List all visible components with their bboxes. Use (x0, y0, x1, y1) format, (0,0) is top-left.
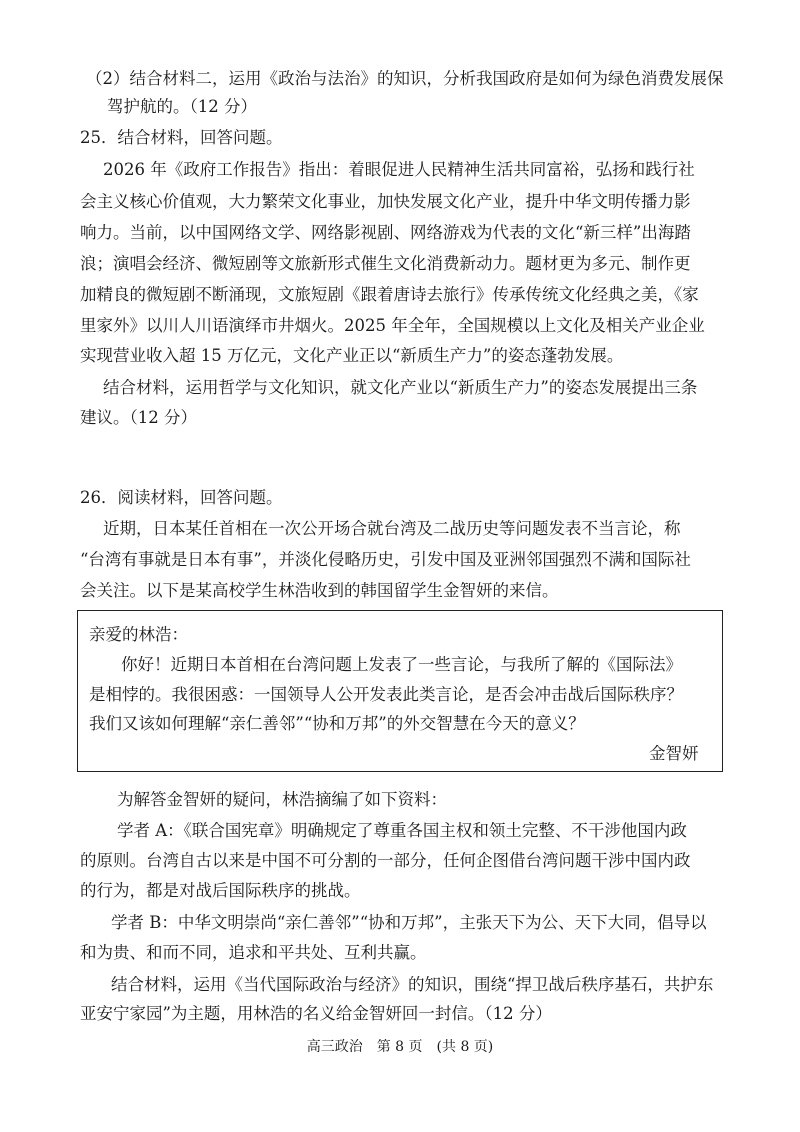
q26-intro-line: “台湾有事就是日本有事”，并淡化侵略历史，引发中国及亚洲邻国强烈不满和国际社 (80, 550, 691, 569)
q25-heading: 25．结合材料，回答问题。 (80, 128, 283, 147)
letter-body-line: 是相悖的。我很困惑：一国领导人公开发表此类言论，是否会冲击战后国际秩序？ (89, 685, 683, 704)
q25-question-line: 建议。（12 分） (80, 408, 197, 427)
q25-material-line: 会主义核心价值观，大力繁荣文化事业，加快发展文化产业，提升中华文明传播力影 (80, 192, 691, 211)
q25-material-line: 2026 年《政府工作报告》指出：着眼促进人民精神生活共同富裕，弘扬和践行社 (103, 160, 695, 179)
q26-question-line: 亚安宁家园”为主题，用林浩的名义给金智妍回一封信。（12 分） (80, 1004, 552, 1023)
q26-lead: 为解答金智妍的疑问，林浩摘编了如下资料： (117, 790, 447, 809)
q26-question-line: 结合材料，运用《当代国际政治与经济》的知识，围绕“捍卫战后秩序基石，共护东 (111, 975, 714, 994)
q24-part2-line1: （2）结合材料二，运用《政治与法治》的知识，分析我国政府是如何为绿色消费发展保 (86, 69, 724, 88)
letter-salutation: 亲爱的林浩： (89, 625, 188, 644)
letter-body-line: 我们又该如何理解“亲仁善邻”“协和万邦”的外交智慧在今天的意义？ (89, 714, 585, 733)
scholar-a-line: 的原则。台湾自古以来是中国不可分割的一部分，任何企图借台湾问题干涉中国内政 (80, 851, 691, 870)
q25-material-line: 里家外》以川人川语演绎市井烟火。2025 年全年，全国规模以上文化及相关产业企业 (80, 316, 705, 335)
scholar-a-line: 的行为，都是对战后国际秩序的挑战。 (80, 881, 361, 900)
letter-body-line: 你好！近期日本首相在台湾问题上发表了一些言论，与我所了解的《国际法》 (121, 655, 682, 674)
q25-material-line: 浪；演唱会经济、微短剧等文旅新形式催生文化消费新动力。题材更为多元、制作更 (80, 254, 691, 273)
scholar-a-line: 学者 A：《联合国宪章》明确规定了尊重各国主权和领土完整、不干涉他国内政 (117, 821, 687, 840)
q26-intro-line: 近期，日本某任首相在一次公开场合就台湾及二战历史等问题发表不当言论，称 (103, 519, 681, 538)
q26-intro-line: 会关注。以下是某高校学生林浩收到的韩国留学生金智妍的来信。 (80, 581, 559, 600)
q24-part2-line2: 驾护航的。（12 分） (107, 97, 257, 116)
q25-material-line: 响力。当前，以中国网络文学、网络影视剧、网络游戏为代表的文化“新三样”出海踏 (80, 223, 691, 242)
scholar-b-line: 和为贵、和而不同，追求和平共处、互利共赢。 (80, 943, 427, 962)
letter-signature: 金智妍 (649, 744, 699, 763)
q26-heading: 26．阅读材料，回答问题。 (80, 488, 283, 507)
page-footer: 高三政治 第 8 页 (共 8 页) (306, 1039, 494, 1055)
scholar-b-line: 学者 B：中华文明崇尚“亲仁善邻”“协和万邦”，主张天下为公、天下大同，倡导以 (111, 913, 707, 932)
q25-material-line: 实现营业收入超 15 万亿元，文化产业正以“新质生产力”的姿态蓬勃发展。 (80, 346, 624, 365)
q25-question-line: 结合材料，运用哲学与文化知识，就文化产业以“新质生产力”的姿态发展提出三条 (103, 378, 698, 397)
q25-material-line: 加精良的微短剧不断涌现，文旅短剧《跟着唐诗去旅行》传承传统文化经典之美，《家 (80, 285, 699, 304)
